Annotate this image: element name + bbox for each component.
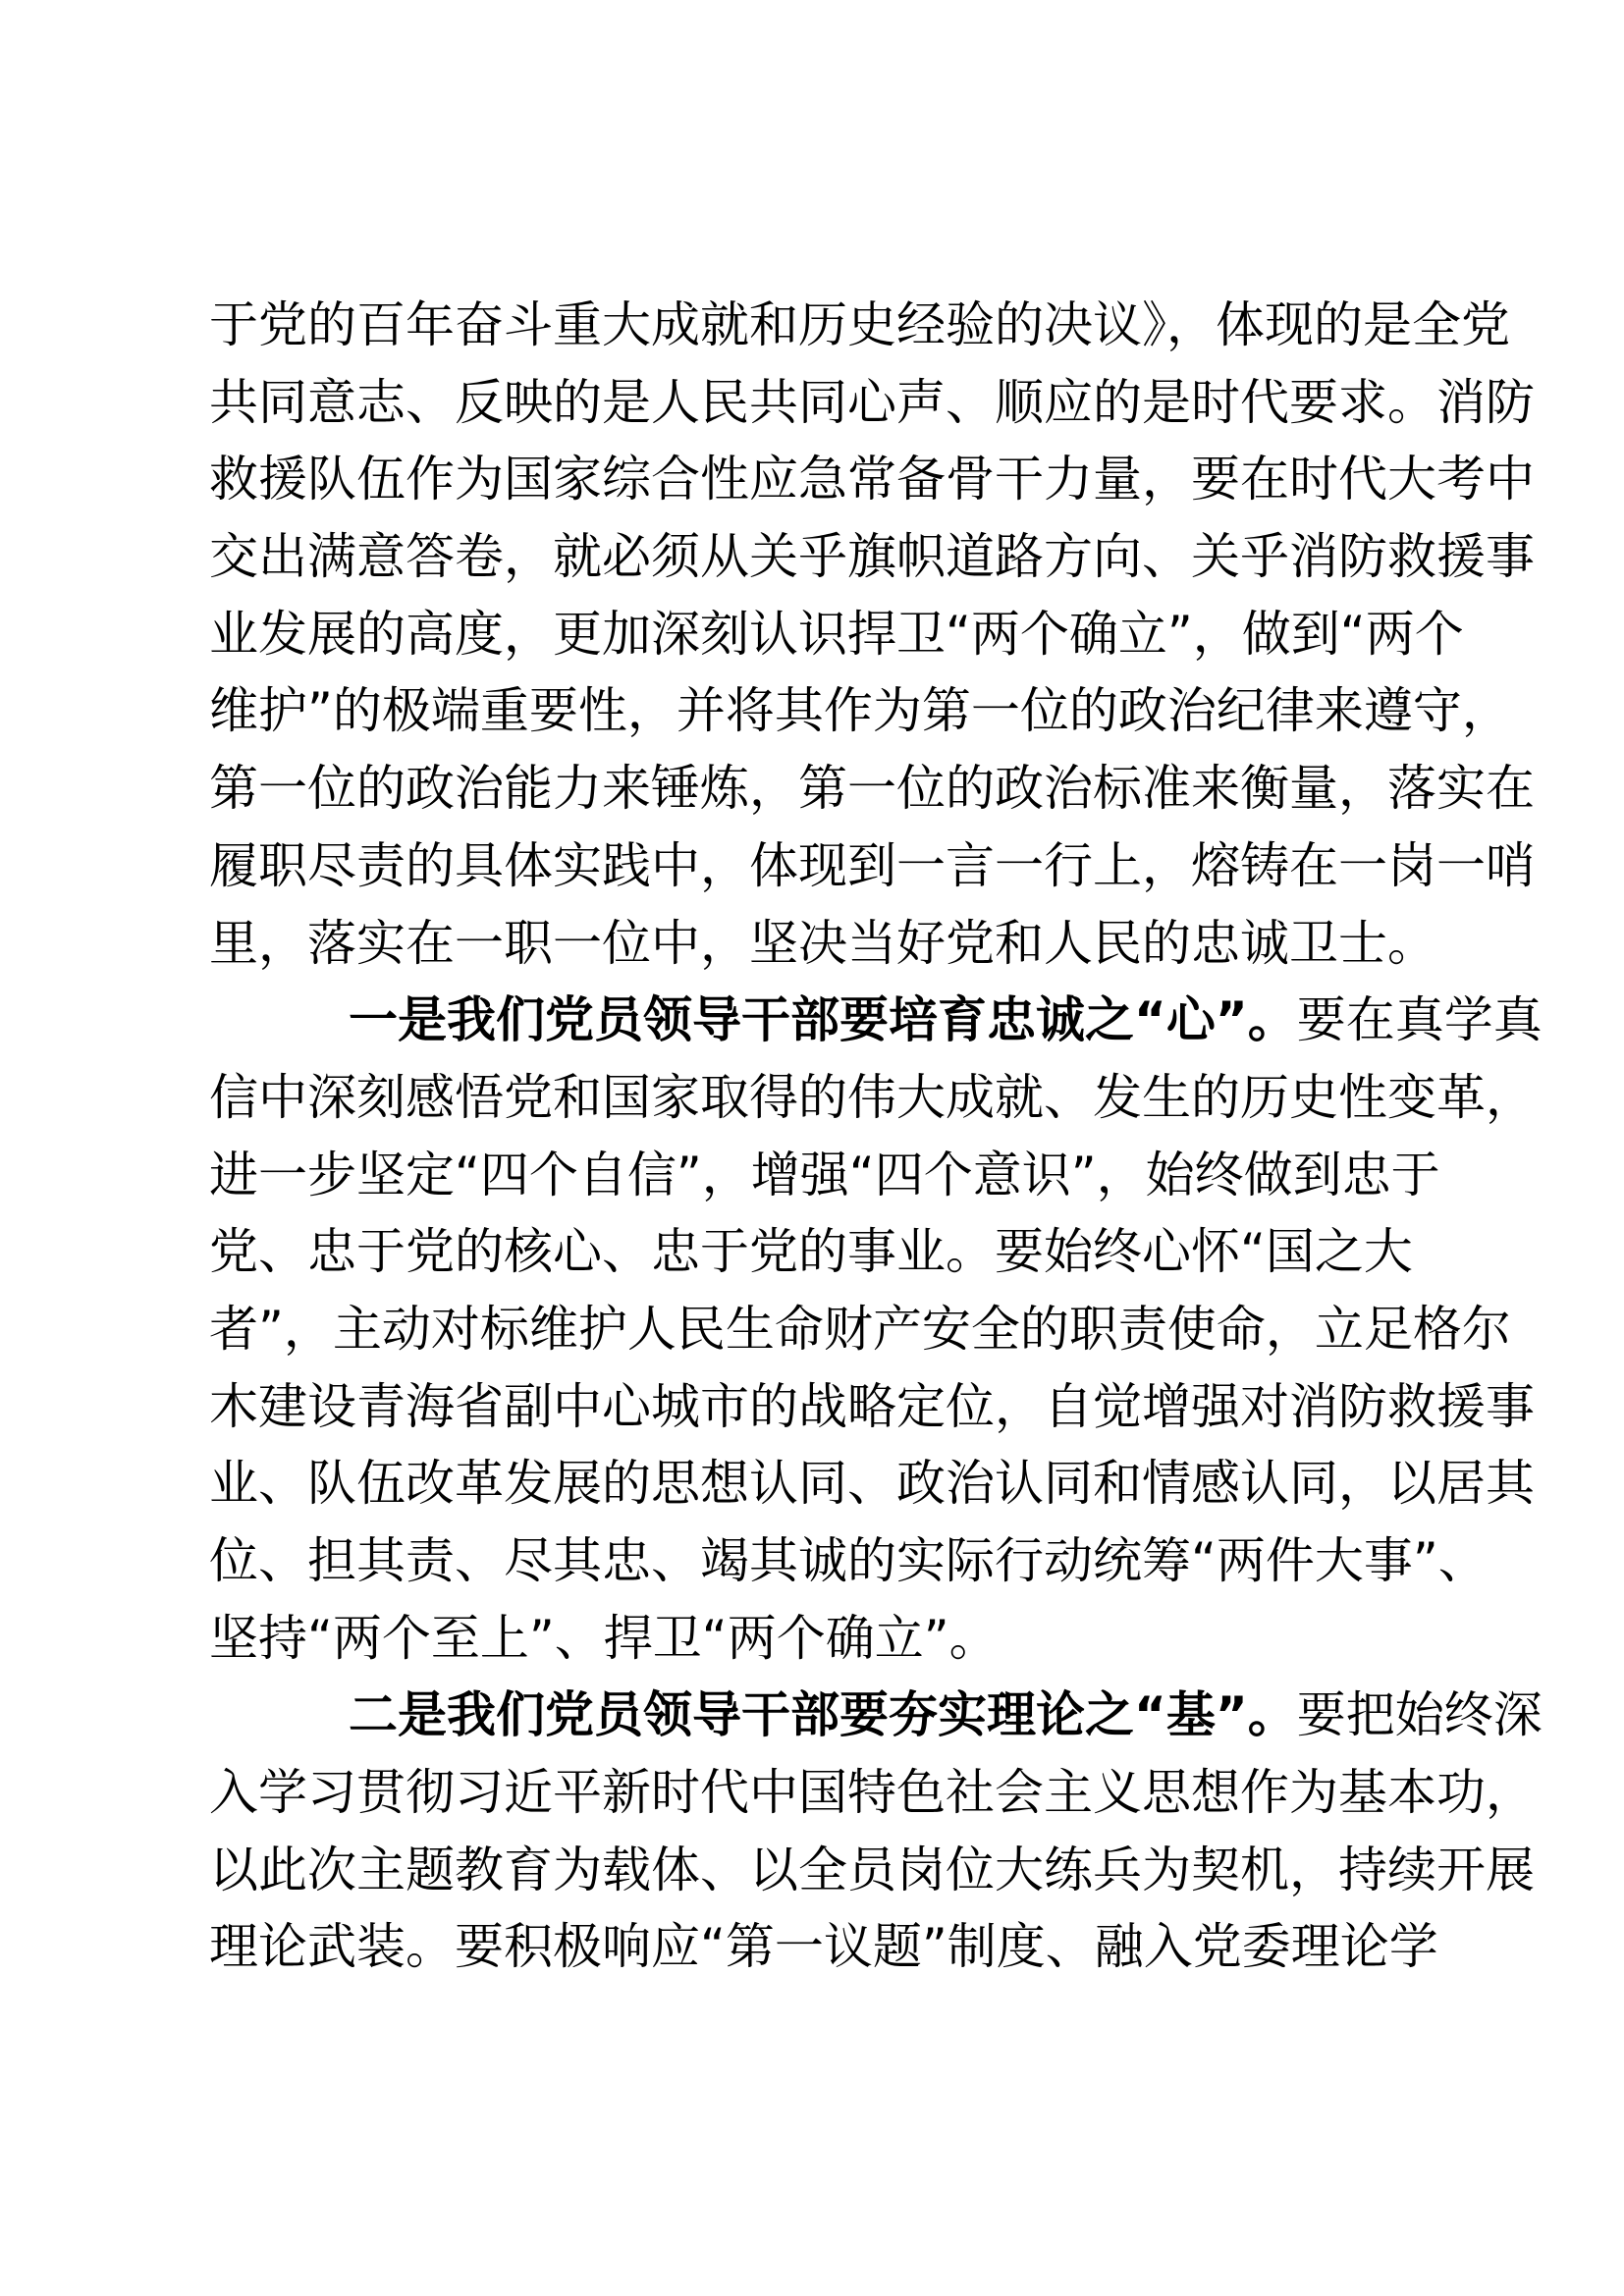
paragraph-loyalty xyxy=(209,982,1543,1677)
text-line xyxy=(209,1677,1543,1754)
text-line: 党、忠于党的核心、忠于党的事业。要始终心怀“国之大 xyxy=(209,1223,1413,1281)
text-span: 要把始终深 xyxy=(1296,1686,1543,1744)
text-line: 维护”的极端重要性，并将其作为第一位的政治纪律来遵守， xyxy=(209,682,1511,740)
text-line: 以此次主题教育为载体、以全员岗位大练兵为契机，持续开展 xyxy=(209,1841,1535,1898)
text-line: 进一步坚定“四个自信”，增强“四个意识”，始终做到忠于 xyxy=(209,1146,1440,1203)
section-heading: 二是我们党员领导干部要夯实理论之“基”。 xyxy=(349,1686,1297,1744)
text-line: 入学习贯彻习近平新时代中国特色社会主义思想作为基本功， xyxy=(209,1764,1535,1822)
text-line: 坚持“两个至上”、捍卫“两个确立”。 xyxy=(209,1609,999,1667)
section-heading: 一是我们党员领导干部要培育忠诚之“心”。 xyxy=(349,991,1297,1049)
document-page xyxy=(209,287,1543,1986)
text-line xyxy=(209,982,1543,1059)
text-line: 业、队伍改革发展的思想认同、政治认同和情感认同，以居其 xyxy=(209,1455,1535,1513)
text-line: 理论武装。要积极响应“第一议题”制度、融入党委理论学 xyxy=(209,1918,1438,1976)
text-line: 位、担其责、尽其忠、竭其诚的实际行动统筹“两件大事”、 xyxy=(209,1532,1488,1589)
text-line: 里，落实在一职一位中，坚决当好党和人民的忠诚卫士。 xyxy=(209,914,1436,972)
text-line: 第一位的政治能力来锤炼，第一位的政治标准来衡量，落实在 xyxy=(209,760,1535,818)
text-line: 业发展的高度，更加深刻认识捍卫“两个确立”，做到“两个 xyxy=(209,605,1464,663)
text-line: 于党的百年奋斗重大成就和历史经验的决议》，体现的是全党 xyxy=(209,296,1510,353)
text-line: 救援队伍作为国家综合性应急常备骨干力量，要在时代大考中 xyxy=(209,451,1535,508)
text-line: 共同意志、反映的是人民共同心声、顺应的是时代要求。消防 xyxy=(209,373,1535,431)
paragraph-intro xyxy=(209,287,1535,982)
text-line: 交出满意答卷，就必须从关乎旗帜道路方向、关乎消防救援事 xyxy=(209,528,1535,586)
paragraph-theory xyxy=(209,1677,1543,1986)
text-span: 要在真学真 xyxy=(1296,991,1543,1049)
text-line: 履职尽责的具体实践中，体现到一言一行上，熔铸在一岗一哨 xyxy=(209,836,1535,894)
text-line: 木建设青海省副中心城市的战略定位，自觉增强对消防救援事 xyxy=(209,1377,1535,1435)
text-line: 者”，主动对标维护人民生命财产安全的职责使命，立足格尔 xyxy=(209,1300,1511,1358)
text-line: 信中深刻感悟党和国家取得的伟大成就、发生的历史性变革， xyxy=(209,1068,1535,1126)
